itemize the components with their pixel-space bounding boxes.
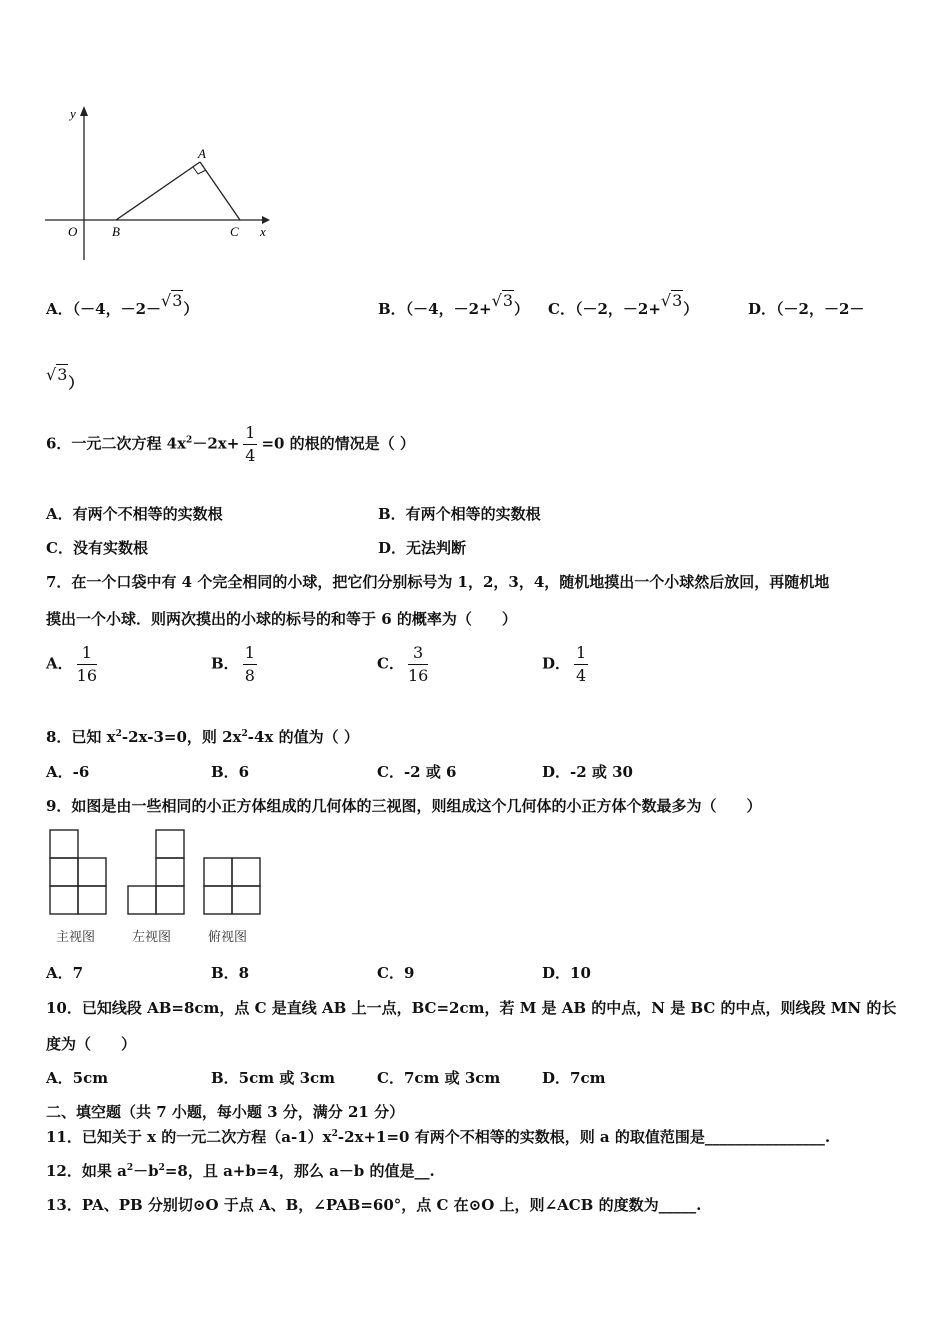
q9-option-d: D．10 bbox=[542, 964, 591, 982]
q11-before: 11．已知关于 x 的一元二次方程（a-1）x bbox=[46, 1128, 332, 1146]
q5-d-radicand: 3 bbox=[57, 365, 68, 384]
q7-option-a bbox=[46, 642, 101, 687]
sqrt-icon: √3 bbox=[660, 291, 683, 310]
left-view-label: 左视图 bbox=[132, 930, 172, 945]
label-x: x bbox=[260, 224, 266, 239]
q6-frac-num: 1 bbox=[243, 422, 257, 445]
q6-frac-den: 4 bbox=[245, 446, 256, 465]
q6-sup: 2 bbox=[186, 435, 193, 446]
q8-sup2: 2 bbox=[241, 729, 248, 739]
q7-option-c bbox=[377, 642, 432, 687]
label-a: A bbox=[198, 146, 206, 161]
q6-option-a: A．有两个不相等的实数根 bbox=[46, 505, 223, 523]
q7-b-fraction bbox=[243, 642, 257, 687]
q11-sup: 2 bbox=[331, 1129, 338, 1139]
q5-b-prefix: B．（－4，－2+ bbox=[378, 300, 492, 318]
segment-ac bbox=[200, 162, 240, 220]
q8-stem bbox=[46, 726, 359, 747]
q7-b-num: 1 bbox=[243, 642, 257, 665]
q7-a-num: 1 bbox=[77, 642, 97, 665]
q11-stem bbox=[46, 1126, 830, 1147]
q5-option-d bbox=[748, 298, 864, 319]
top-view-grid bbox=[204, 858, 260, 914]
q7-stem-line1: 7．在一个口袋中有 4 个完全相同的小球，把它们分别标号为 1，2，3，4，随机地摸出一个小球然后放回，再随机地 bbox=[46, 573, 830, 591]
q10-option-a: A．5cm bbox=[46, 1069, 109, 1087]
sqrt-icon: √3 bbox=[161, 291, 183, 310]
q12-before: 12．如果 a bbox=[46, 1162, 127, 1180]
segment-ba bbox=[116, 162, 200, 220]
label-y: y bbox=[70, 106, 76, 121]
left-view-grid bbox=[128, 830, 184, 914]
top-view-label: 俯视图 bbox=[208, 930, 248, 945]
q5-b-suffix: ） bbox=[514, 300, 530, 318]
q5-option-c bbox=[548, 291, 699, 319]
front-view-grid bbox=[50, 830, 106, 914]
q7-c-num: 3 bbox=[408, 642, 428, 665]
q7-b-den: 8 bbox=[244, 666, 255, 685]
q5-c-radicand: 3 bbox=[672, 291, 683, 310]
q7-d-fraction bbox=[574, 642, 588, 687]
q10-option-b: B．5cm 或 3cm bbox=[211, 1069, 336, 1087]
q5-a-radicand: 3 bbox=[172, 291, 183, 310]
q6-option-c: C．没有实数根 bbox=[46, 539, 148, 557]
q5-a-suffix: ） bbox=[183, 300, 199, 318]
q10-stem-line1: 10．已知线段 AB=8cm，点 C 是直线 AB 上一点，BC=2cm，若 M 是 AB 的中点，N 是 BC 的中点，则线段 MN 的长 bbox=[46, 999, 897, 1017]
q7-d-num: 1 bbox=[574, 642, 588, 665]
q9-stem: 9．如图是由一些相同的小正方体组成的几何体的三视图，则组成这个几何体的小正方体个数最多为（ ） bbox=[46, 797, 762, 815]
q12-sup1: 2 bbox=[126, 1163, 134, 1173]
q5-d-suffix: ） bbox=[68, 374, 84, 392]
q7-a-label: A． bbox=[46, 654, 73, 673]
q6-fraction bbox=[243, 422, 257, 467]
q6-option-d: D．无法判断 bbox=[378, 539, 467, 557]
q11-after: -2x+1=0 有两个不相等的实数根，则 a 的取值范围是________________. bbox=[337, 1128, 831, 1146]
q12-stem bbox=[46, 1160, 435, 1181]
q5-option-a bbox=[46, 291, 199, 319]
q8-option-b: B．6 bbox=[211, 763, 250, 781]
triangle-figure bbox=[40, 100, 280, 270]
q7-c-fraction bbox=[408, 642, 428, 687]
q12-after: =8，且 a+b=4，那么 a－b 的值是__. bbox=[164, 1162, 435, 1180]
q6-stem-mid: －2x+ bbox=[192, 434, 240, 453]
q5-c-suffix: ） bbox=[683, 300, 699, 318]
q7-stem-line2: 摸出一个小球．则两次摸出的小球的标号的和等于 6 的概率为（ ） bbox=[46, 610, 517, 628]
label-b: B bbox=[112, 224, 120, 239]
q7-a-den: 16 bbox=[76, 666, 97, 685]
q7-option-b bbox=[211, 642, 261, 687]
q6-stem-before: 6．一元二次方程 4x bbox=[46, 434, 187, 453]
three-views-figure bbox=[46, 826, 268, 950]
q5-b-radicand: 3 bbox=[502, 291, 514, 310]
section2-heading: 二、填空题（共 7 小题，每小题 3 分，满分 21 分） bbox=[46, 1103, 405, 1121]
front-view-label: 主视图 bbox=[56, 930, 96, 945]
label-c: C bbox=[230, 224, 239, 239]
q7-c-label: C． bbox=[377, 654, 404, 673]
q10-stem-line2: 度为（ ） bbox=[46, 1035, 137, 1053]
q7-option-d bbox=[542, 642, 592, 687]
q8-before: 8．已知 x bbox=[46, 728, 116, 746]
x-axis-arrow-icon bbox=[262, 216, 270, 224]
label-o: O bbox=[68, 224, 78, 239]
q10-option-c: C．7cm 或 3cm bbox=[377, 1069, 501, 1087]
q9-option-a: A．7 bbox=[46, 964, 84, 982]
q10-option-d: D．7cm bbox=[542, 1069, 606, 1087]
q13-stem: 13．PA、PB 分别切⊙O 于点 A、B，∠PAB=60°，点 C 在⊙O 上，则∠ACB 的度数为_____. bbox=[46, 1196, 702, 1214]
q8-mid: -2x-3=0，则 2x bbox=[121, 728, 242, 746]
q5-a-prefix: A．（－4，－2－ bbox=[46, 300, 162, 318]
q8-after: -4x 的值为（ ） bbox=[247, 728, 359, 746]
q12-mid: －b bbox=[133, 1162, 159, 1180]
q6-stem bbox=[46, 422, 415, 467]
q7-c-den: 16 bbox=[407, 666, 429, 685]
q12-sup2: 2 bbox=[158, 1163, 165, 1173]
q6-option-b: B．有两个相等的实数根 bbox=[378, 505, 541, 523]
q5-c-prefix: C．（－2，－2+ bbox=[548, 300, 661, 318]
q5-d-prefix: D．（－2，－2－ bbox=[748, 300, 865, 318]
q5-option-d-cont bbox=[46, 365, 84, 393]
q8-option-a: A．-6 bbox=[46, 763, 90, 781]
y-axis-arrow-icon bbox=[80, 106, 88, 116]
q7-d-den: 4 bbox=[576, 666, 587, 685]
q9-option-c: C．9 bbox=[377, 964, 415, 982]
q9-option-b: B．8 bbox=[211, 964, 250, 982]
sqrt-icon: √3 bbox=[491, 291, 514, 310]
sqrt-icon: √3 bbox=[46, 365, 68, 384]
q5-option-b bbox=[378, 291, 530, 319]
q7-a-fraction bbox=[77, 642, 97, 687]
q6-stem-after: =0 的根的情况是（ ） bbox=[261, 434, 415, 453]
q8-option-c: C．-2 或 6 bbox=[377, 763, 457, 781]
q7-b-label: B． bbox=[211, 654, 239, 673]
q7-d-label: D． bbox=[542, 654, 571, 673]
q8-option-d: D．-2 或 30 bbox=[542, 763, 633, 781]
q8-sup1: 2 bbox=[115, 729, 122, 739]
